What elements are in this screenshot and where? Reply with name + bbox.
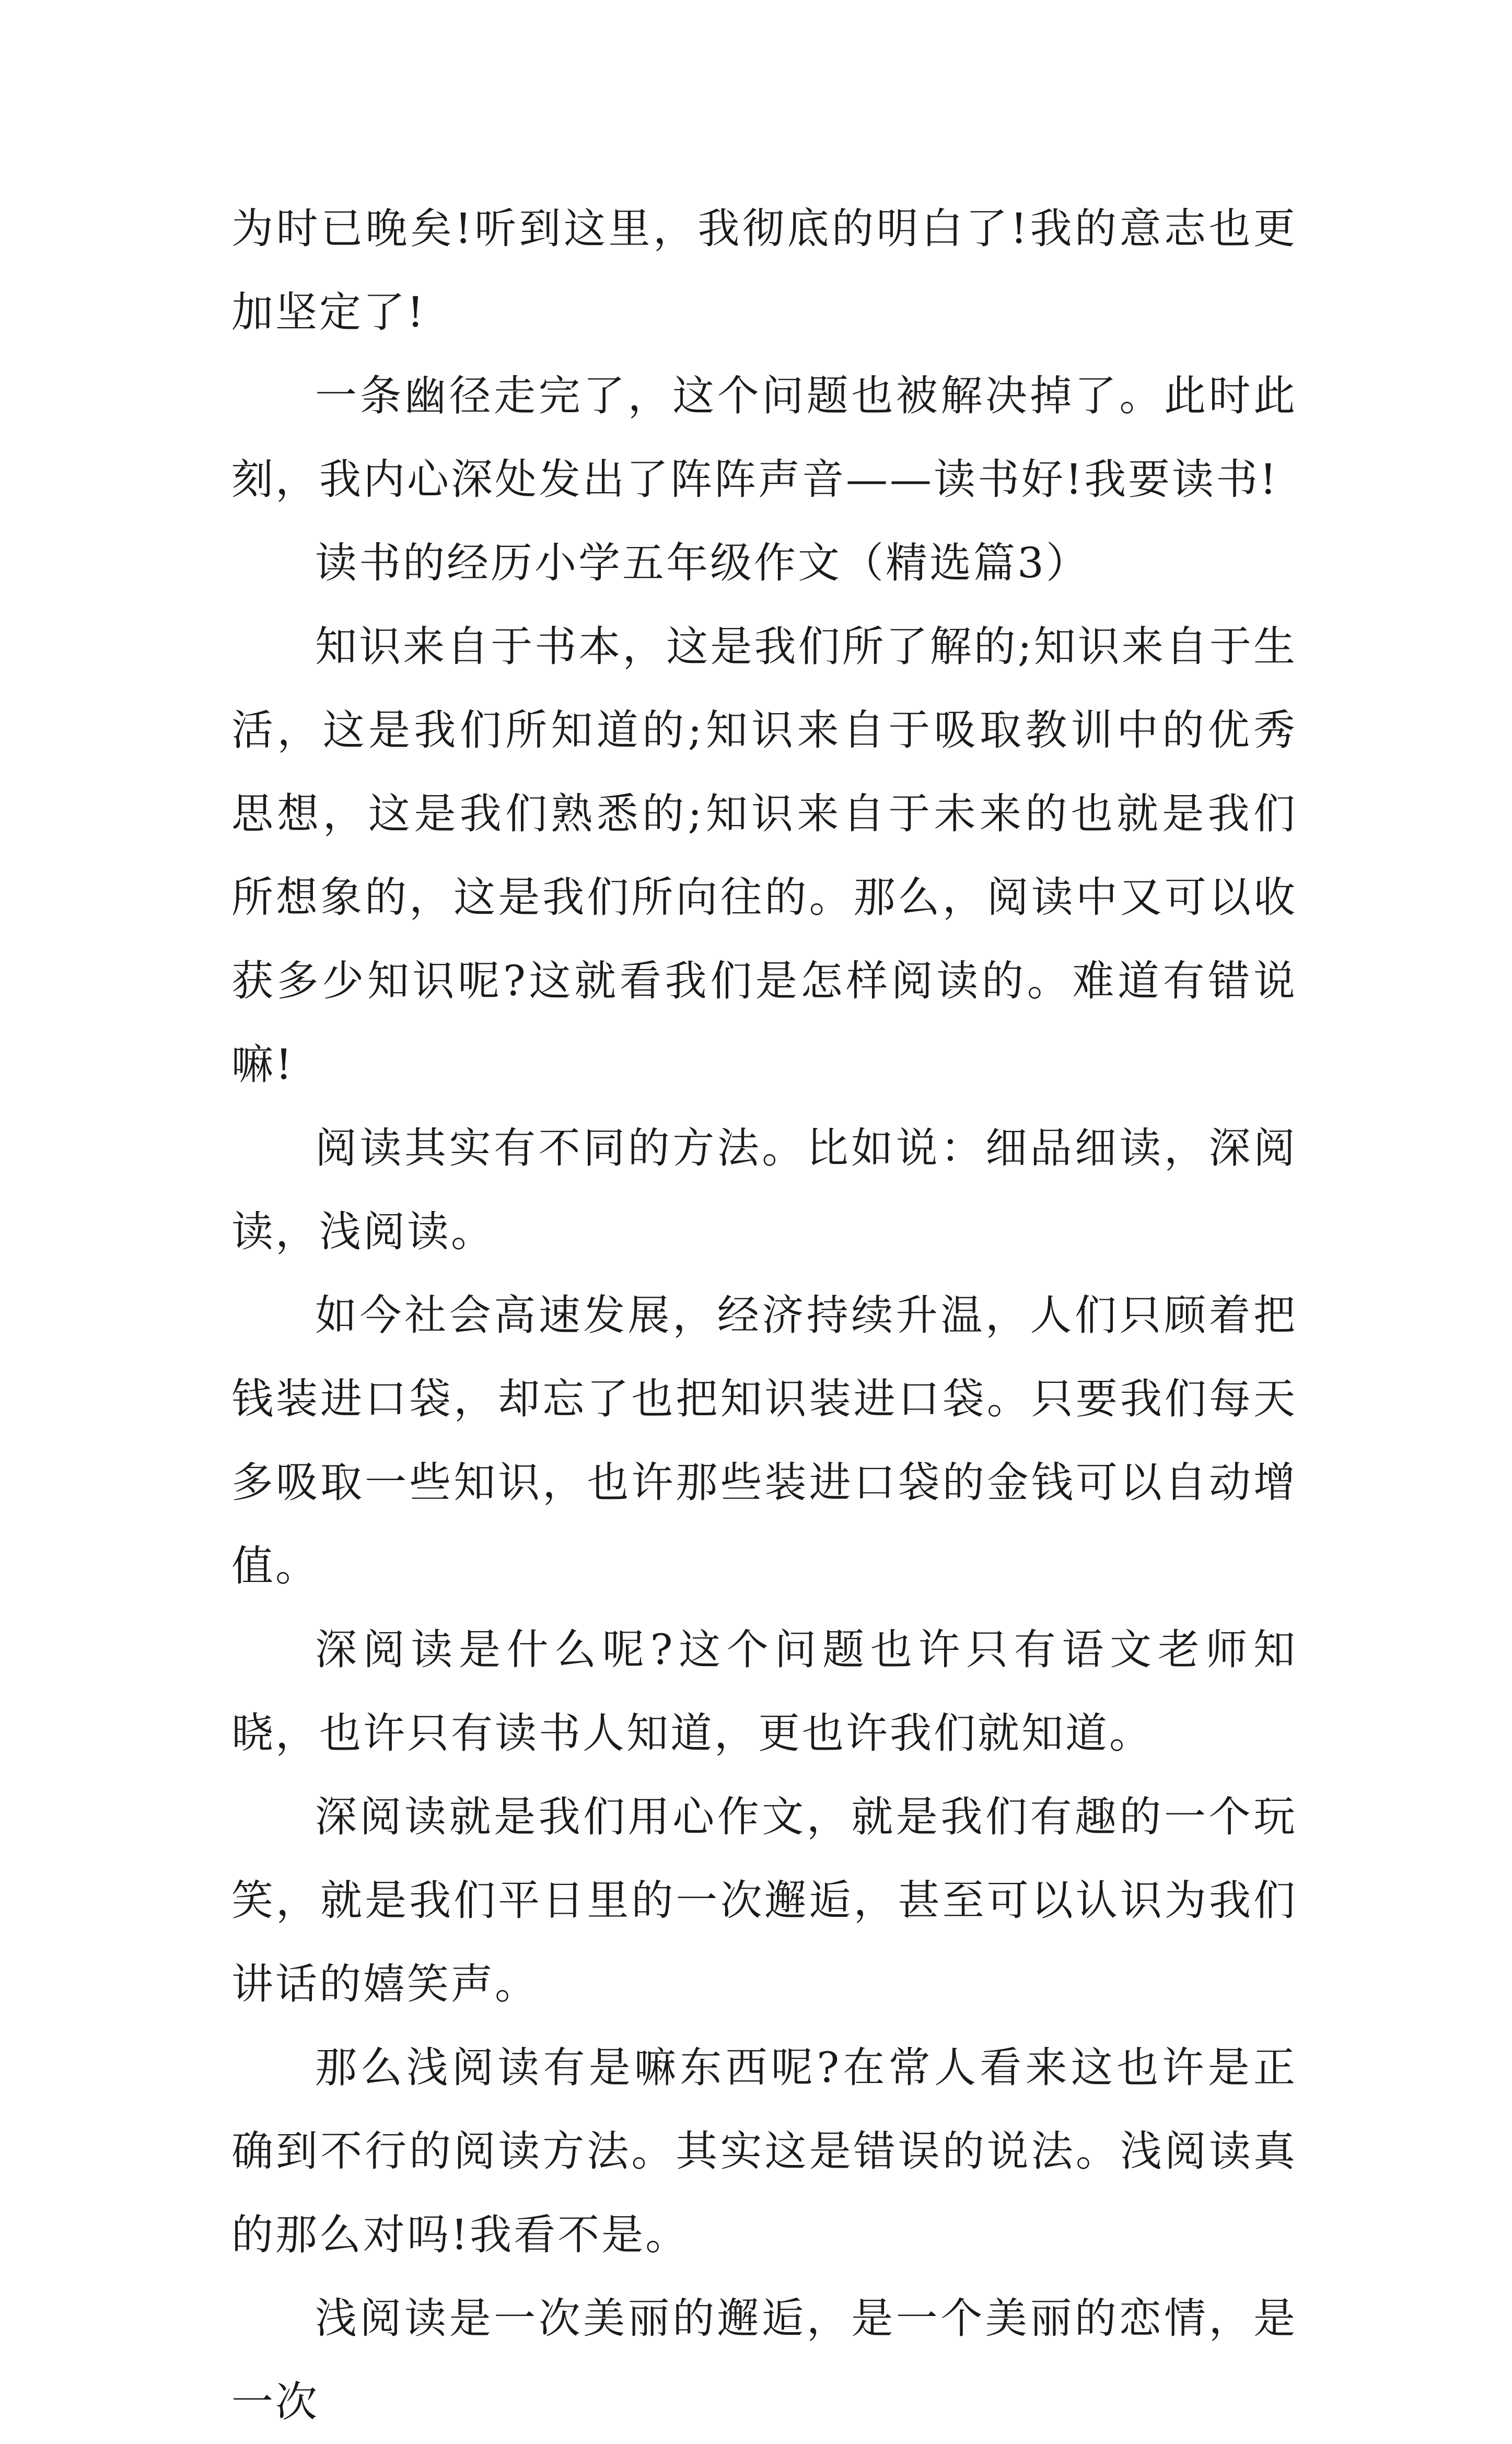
- paragraph: 如今社会高速发展，经济持续升温，人们只顾着把钱装进口袋，却忘了也把知识装进口袋。只要我们每天多吸取一些知识，也许那些装进口袋的金钱可以自动增值。: [231, 1291, 1297, 1590]
- paragraph: 一条幽径走完了，这个问题也被解决掉了。此时此刻，我内心深处发出了阵阵声音——读书好!我要读书!: [231, 371, 1297, 504]
- paragraph: 那么浅阅读有是嘛东西呢?在常人看来这也许是正确到不行的阅读方法。其实这是错误的说法。浅阅读真的那么对吗!我看不是。: [231, 2043, 1297, 2259]
- article-body: [231, 187, 1297, 2444]
- paragraph: 阅读其实有不同的方法。比如说：细品细读，深阅读，浅阅读。: [231, 1124, 1297, 1256]
- paragraph: 为时已晚矣!听到这里，我彻底的明白了!我的意志也更加坚定了!: [231, 204, 1297, 336]
- paragraph: 浅阅读是一次美丽的邂逅，是一个美丽的恋情，是一次: [231, 2294, 1297, 2426]
- paragraph: 深阅读是什么呢?这个问题也许只有语文老师知晓，也许只有读书人知道，更也许我们就知道。: [231, 1625, 1297, 1758]
- paragraph: 深阅读就是我们用心作文，就是我们有趣的一个玩笑，就是我们平日里的一次邂逅，甚至可以认识为我们讲话的嬉笑声。: [231, 1793, 1297, 2008]
- paragraph: 知识来自于书本，这是我们所了解的;知识来自于生活，这是我们所知道的;知识来自于吸取教训中的优秀思想，这是我们熟悉的;知识来自于未来的也就是我们所想象的，这是我们所向往的。那么，阅读中又可以收获多少知识呢?这就看我们是怎样阅读的。难道有错说嘛!: [231, 622, 1297, 1089]
- section-heading: 读书的经历小学五年级作文（精选篇3）: [315, 539, 1090, 587]
